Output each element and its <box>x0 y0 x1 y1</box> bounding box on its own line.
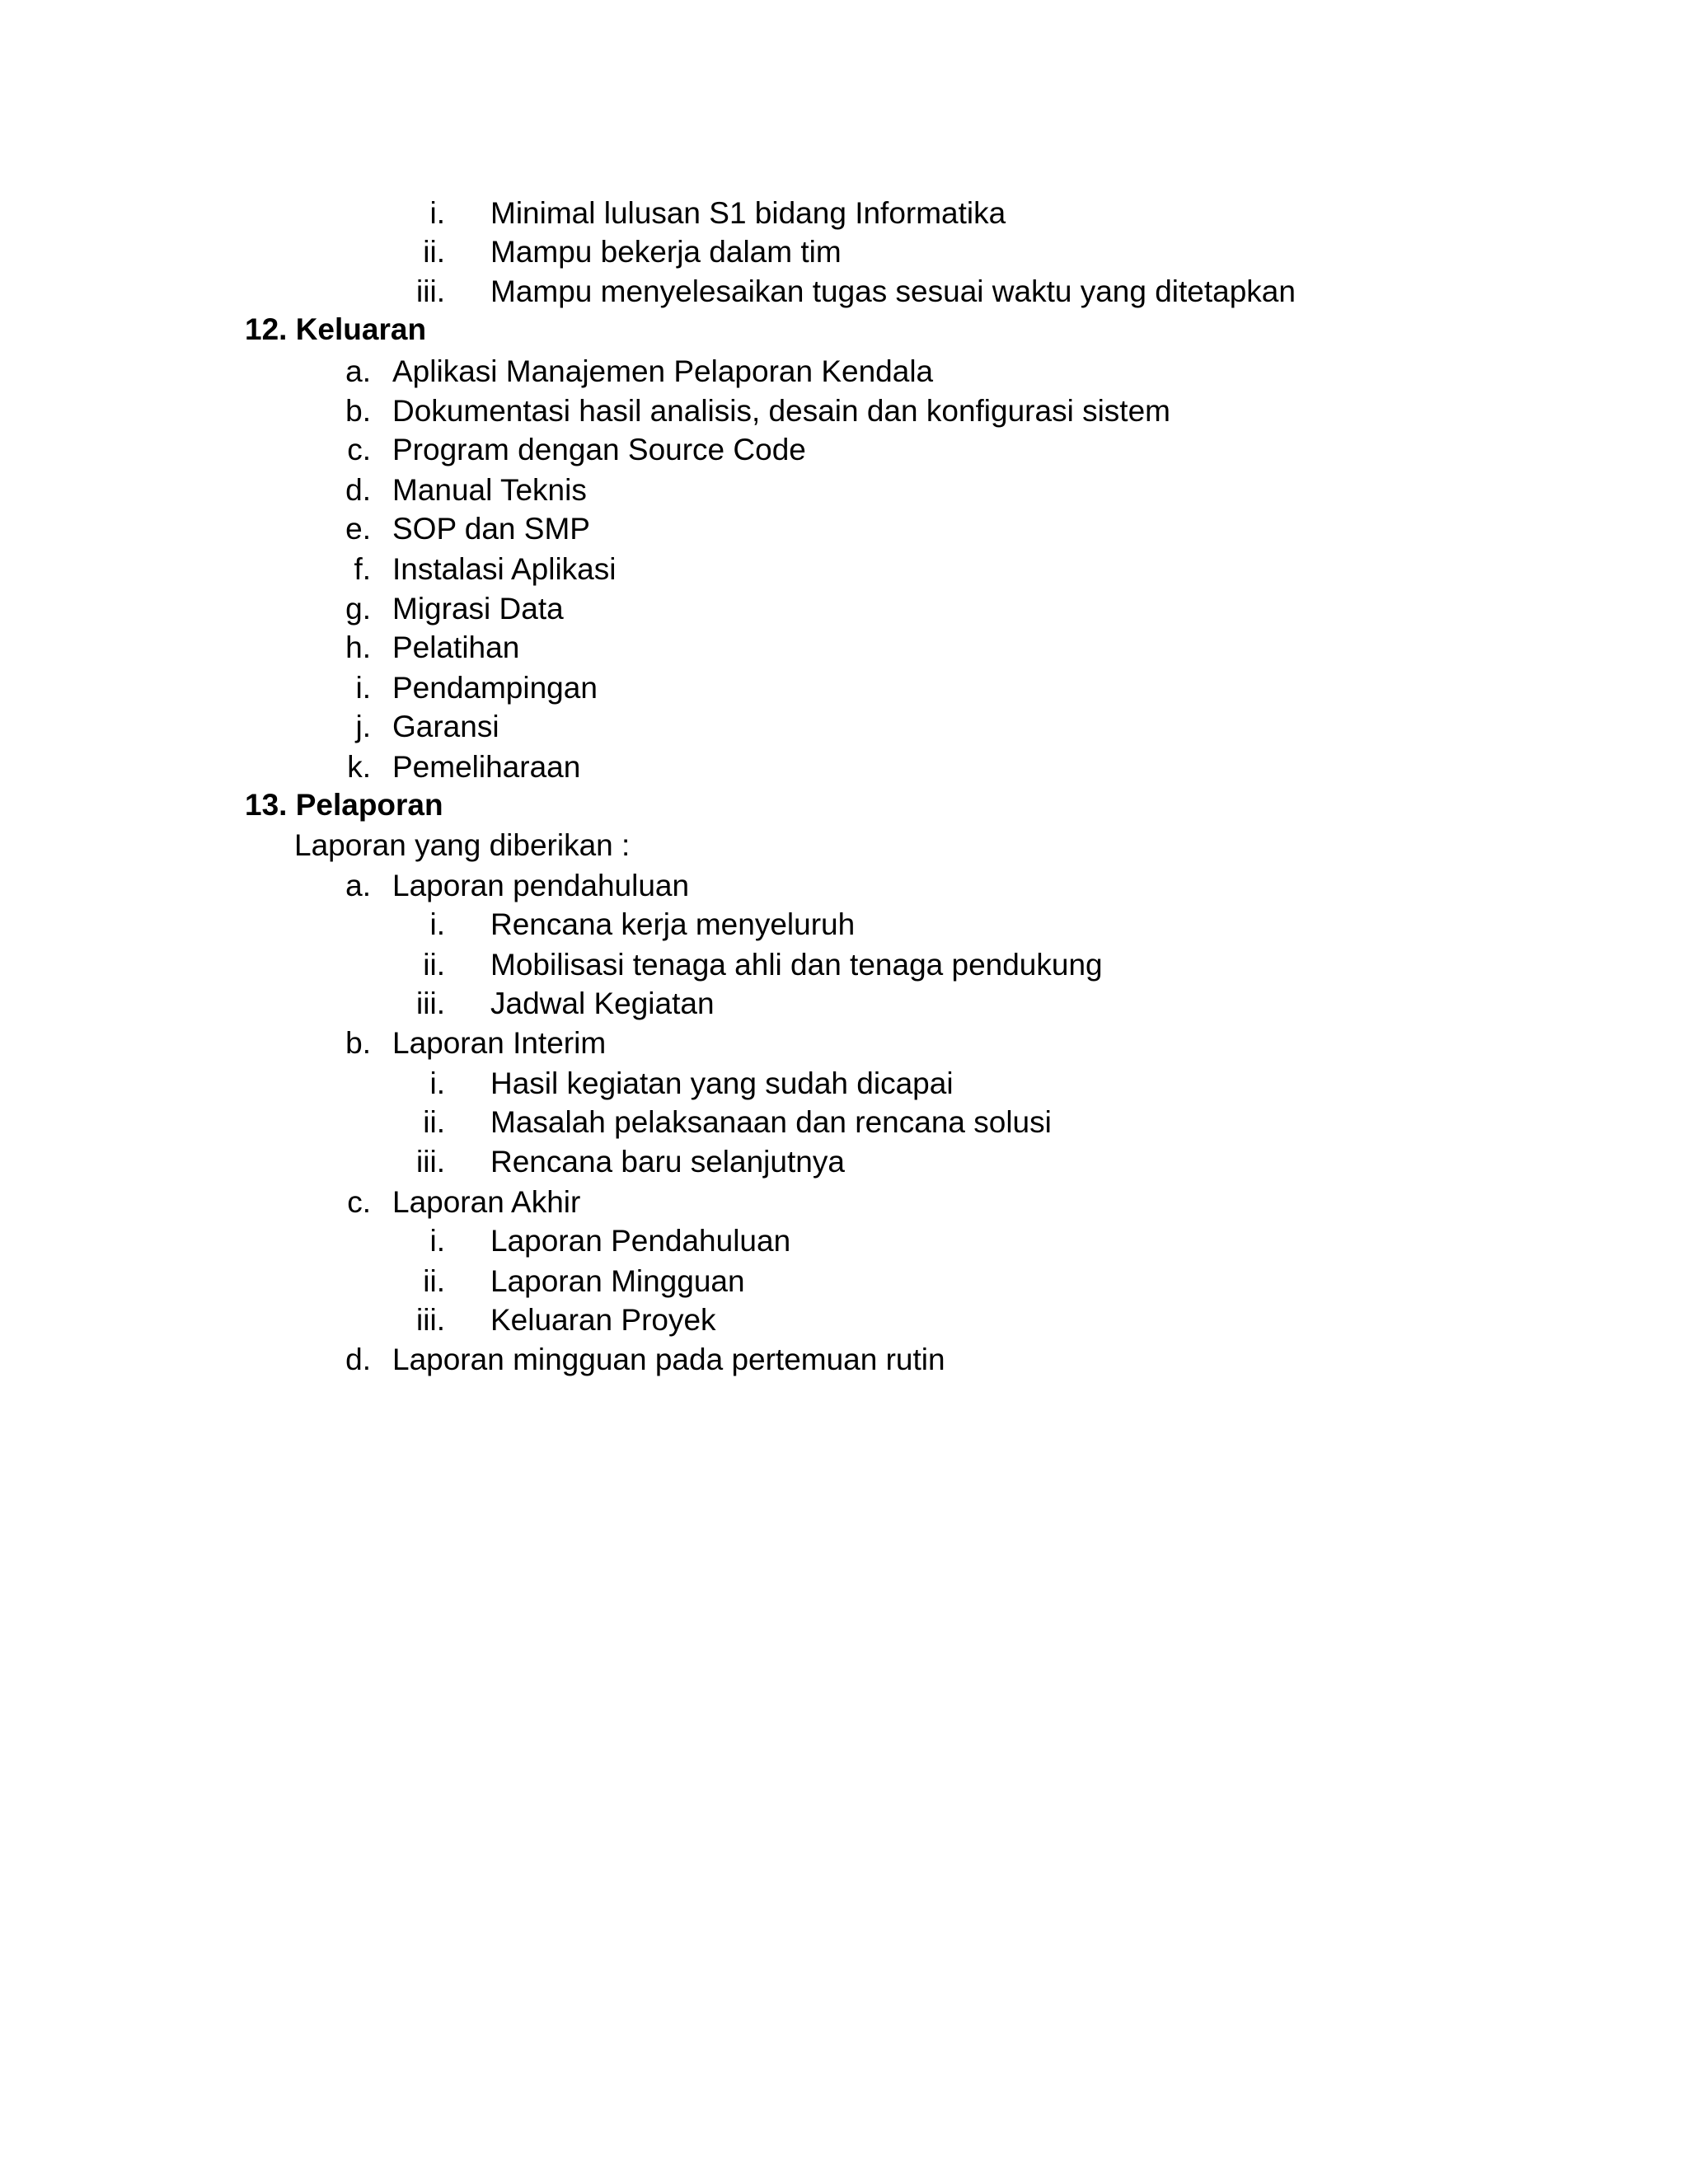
list-marker: k. <box>347 750 371 784</box>
list-item-text: Laporan Interim <box>392 1026 607 1060</box>
list-item-text: Aplikasi Manajemen Pelaporan Kendala <box>392 354 934 388</box>
list-item-text: Rencana kerja menyeluruh <box>490 907 856 941</box>
list-marker: b. <box>345 394 371 428</box>
list-item-text: Mampu menyelesaikan tugas sesuai waktu yang ditetapkan <box>490 274 1296 308</box>
list-marker: iii. <box>416 1145 445 1179</box>
list-marker: ii. <box>423 1105 445 1139</box>
list-marker: e. <box>345 512 371 546</box>
list-marker: i. <box>429 907 445 941</box>
list-item-text: Masalah pelaksanaan dan rencana solusi <box>490 1105 1052 1139</box>
list-item-text: Garansi <box>392 710 499 743</box>
list-marker: iii. <box>416 274 445 308</box>
list-item-text: Hasil kegiatan yang sudah dicapai <box>490 1066 954 1100</box>
list-item-text: Laporan pendahuluan <box>392 869 690 902</box>
list-marker: iii. <box>416 1303 445 1337</box>
list-marker: c. <box>347 1185 371 1219</box>
list-item-text: Laporan mingguan pada pertemuan rutin <box>392 1343 945 1376</box>
list-item-text: Pemeliharaan <box>392 750 581 784</box>
list-item-text: SOP dan SMP <box>392 512 590 546</box>
section-heading: 13. Pelaporan <box>245 788 443 822</box>
list-item-text: Pendampingan <box>392 671 598 705</box>
list-marker: d. <box>345 1343 371 1376</box>
list-marker: j. <box>355 710 371 743</box>
list-item-text: Minimal lulusan S1 bidang Informatika <box>490 196 1006 230</box>
list-marker: h. <box>345 630 371 664</box>
list-item-text: Manual Teknis <box>392 473 587 507</box>
list-marker: a. <box>345 354 371 388</box>
list-item-text: Rencana baru selanjutnya <box>490 1145 845 1179</box>
list-item-text: Jadwal Kegiatan <box>490 987 715 1020</box>
list-item-text: Program dengan Source Code <box>392 433 806 466</box>
list-marker: g. <box>345 592 371 626</box>
list-marker: c. <box>347 433 371 466</box>
list-item-text: Dokumentasi hasil analisis, desain dan konfigurasi sistem <box>392 394 1170 428</box>
list-item-text: Migrasi Data <box>392 592 564 626</box>
list-marker: i. <box>429 1224 445 1258</box>
list-marker: i. <box>429 1066 445 1100</box>
list-item-text: Keluaran Proyek <box>490 1303 716 1337</box>
list-marker: i. <box>355 671 371 705</box>
list-item-text: Laporan Akhir <box>392 1185 581 1219</box>
list-marker: f. <box>354 552 371 586</box>
section-intro: Laporan yang diberikan : <box>294 828 631 862</box>
list-marker: b. <box>345 1026 371 1060</box>
section-heading: 12. Keluaran <box>245 312 427 346</box>
list-marker: ii. <box>423 235 445 269</box>
list-marker: ii. <box>423 1264 445 1298</box>
list-item-text: Laporan Pendahuluan <box>490 1224 791 1258</box>
list-item-text: Mobilisasi tenaga ahli dan tenaga pendukung <box>490 948 1103 982</box>
list-marker: i. <box>429 196 445 230</box>
list-marker: iii. <box>416 987 445 1020</box>
list-item-text: Instalasi Aplikasi <box>392 552 617 586</box>
list-marker: ii. <box>423 948 445 982</box>
list-item-text: Mampu bekerja dalam tim <box>490 235 842 269</box>
list-marker: d. <box>345 473 371 507</box>
list-marker: a. <box>345 869 371 902</box>
list-item-text: Laporan Mingguan <box>490 1264 745 1298</box>
list-item-text: Pelatihan <box>392 630 520 664</box>
